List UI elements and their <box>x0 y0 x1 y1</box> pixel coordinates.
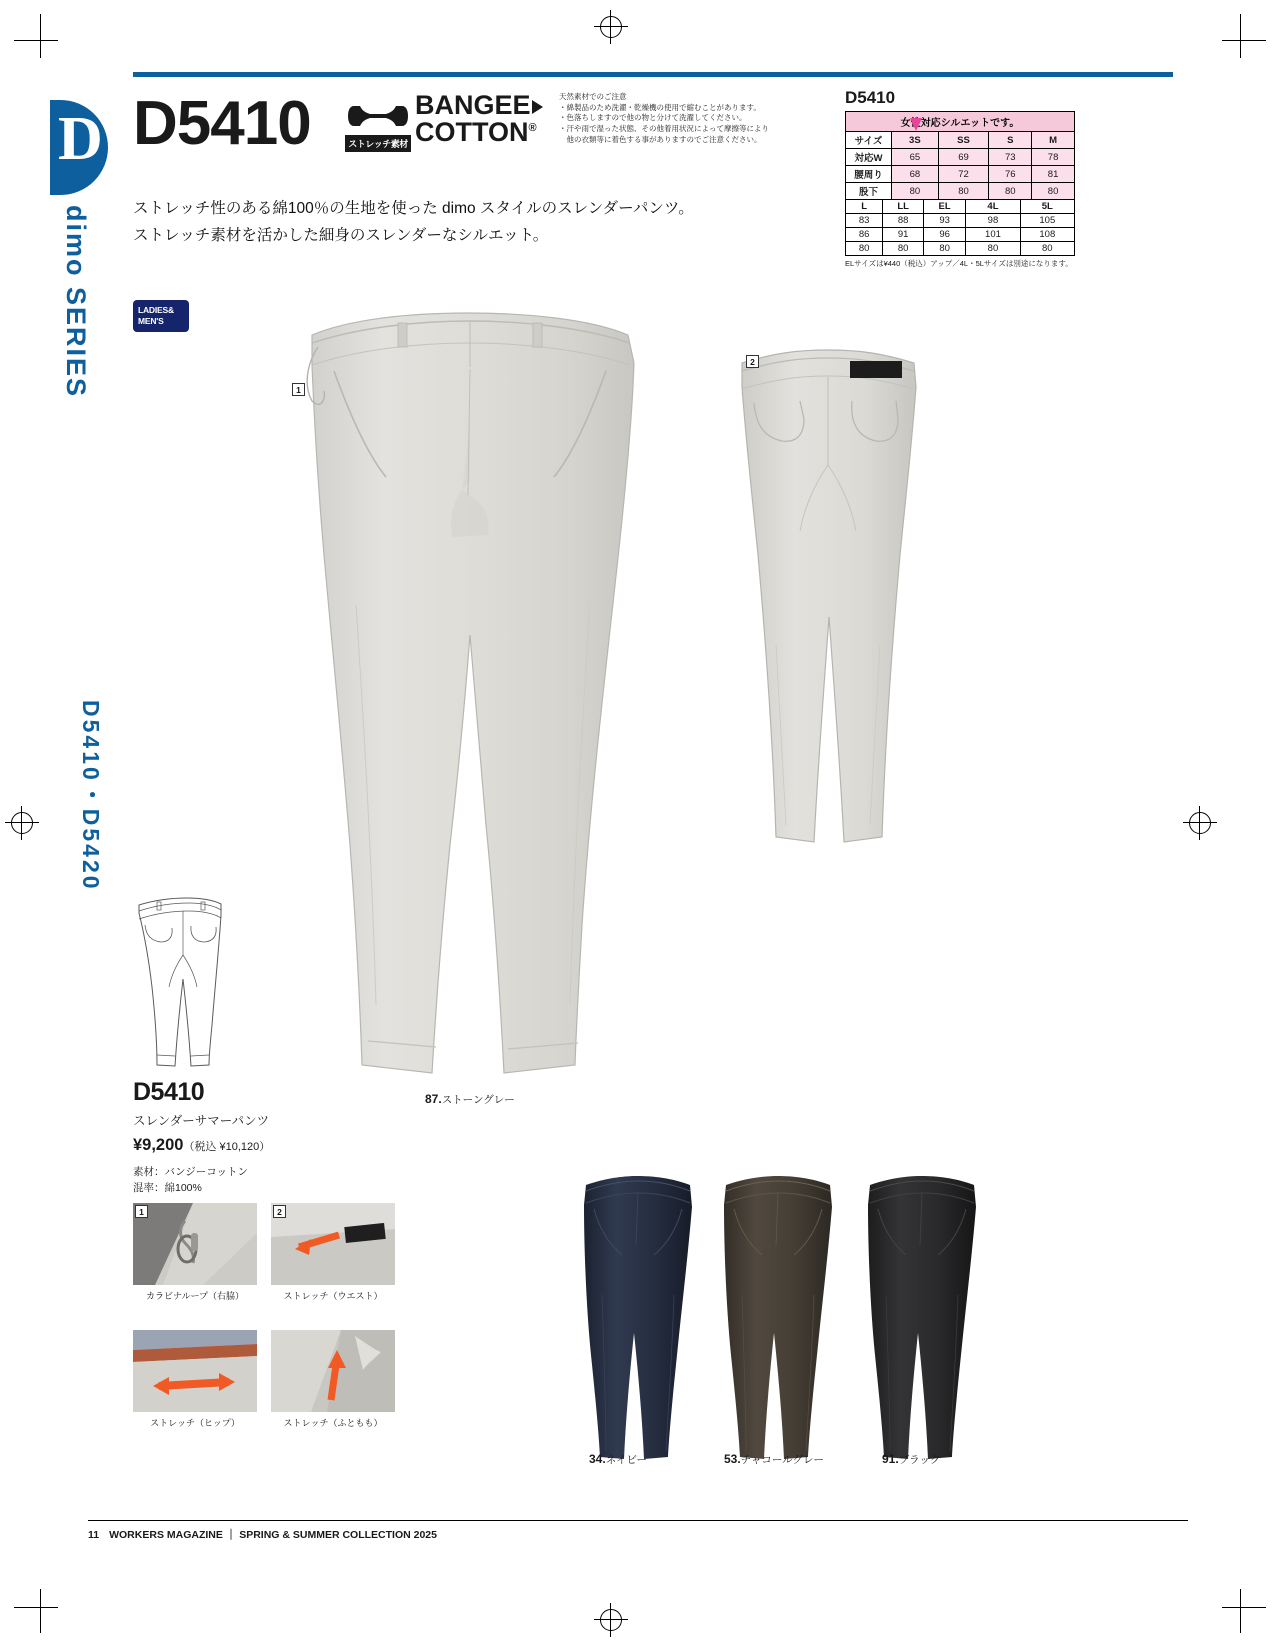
size-chart-table-2 <box>845 199 1075 256</box>
size-cell: 108 <box>1020 228 1074 242</box>
size-cell: 80 <box>938 183 989 200</box>
size-header: 5L <box>1020 200 1074 214</box>
product-name: スレンダーサマーパンツ <box>133 1114 270 1128</box>
header-rule <box>133 72 1173 77</box>
series-label-ja: dimo <box>61 205 91 278</box>
colorway-name: チャコールグレー <box>740 1454 824 1466</box>
crop-mark <box>14 40 58 41</box>
size-header: SS <box>938 132 989 149</box>
detail-item-1 <box>133 1203 257 1302</box>
size-chart-banner: 女性対応シルエットです。 <box>845 111 1075 131</box>
size-row-label: 股下 <box>846 183 892 200</box>
brand-logo <box>415 92 543 146</box>
callout-marker-1: 1 <box>292 383 305 396</box>
colorway-caption-navy <box>589 1452 647 1467</box>
table-row <box>846 166 1075 183</box>
side-product-codes: D5410・D5420 <box>78 700 104 892</box>
size-cell: 80 <box>966 242 1020 256</box>
detail-badge-2: 2 <box>273 1205 286 1218</box>
detail-photo-hip-stretch <box>133 1330 257 1412</box>
product-code: D5410 <box>133 1078 205 1106</box>
registration-mark <box>594 1603 628 1637</box>
detail-illustration <box>133 1330 257 1412</box>
product-photo-back <box>730 345 925 865</box>
size-cell: 80 <box>846 242 883 256</box>
page-title: D5410 <box>133 89 311 158</box>
table-row <box>846 200 1075 214</box>
page-number: 11 <box>88 1529 100 1541</box>
crop-mark <box>14 1607 58 1608</box>
colorway-number: 34. <box>589 1452 606 1466</box>
size-cell: 78 <box>1032 149 1075 166</box>
detail-caption-3: ストレッチ（ヒップ） <box>150 1418 240 1428</box>
size-cell: 98 <box>966 214 1020 228</box>
main-color-name: ストーングレー <box>441 1094 515 1106</box>
care-note-line: ・色落ちしますので他の物と分けて洗濯してください。 <box>559 113 747 123</box>
size-cell: 91 <box>883 228 924 242</box>
care-note-line: ・綿製品のため洗濯・乾燥機の使用で縮むことがあります。 <box>559 102 761 112</box>
colorway-caption-black <box>882 1452 940 1467</box>
size-header: 3S <box>892 132 939 149</box>
callout-marker-2: 2 <box>746 355 759 368</box>
table-row <box>846 214 1075 228</box>
detail-photo-waist-stretch <box>271 1203 395 1285</box>
size-header: 4L <box>966 200 1020 214</box>
size-cell: 88 <box>883 214 924 228</box>
size-cell: 93 <box>923 214 965 228</box>
colorway-caption-charcoal-gray <box>724 1452 824 1467</box>
crop-mark <box>1222 1607 1266 1608</box>
brand-logo-line2: COTTON® <box>415 117 537 147</box>
detail-item-3 <box>133 1330 257 1429</box>
size-header: M <box>1032 132 1075 149</box>
size-chart <box>845 88 1075 269</box>
size-cell: 80 <box>892 183 939 200</box>
size-chart-footnote: ELサイズは¥440（税込）アップ／4L・5Lサイズは別途になります。 <box>845 259 1073 268</box>
size-cell: 65 <box>892 149 939 166</box>
page-footer <box>88 1520 1188 1542</box>
product-material: 素材：バンジーコットン <box>133 1166 249 1178</box>
size-header: LL <box>883 200 924 214</box>
product-info <box>133 1078 363 1197</box>
size-cell: 73 <box>989 149 1032 166</box>
size-cell: 72 <box>938 166 989 183</box>
stretch-badge-label: ストレッチ素材 <box>345 135 411 152</box>
size-cell: 96 <box>923 228 965 242</box>
ladies-mens-line2: MEN'S <box>138 315 164 326</box>
detail-item-4 <box>271 1330 395 1429</box>
size-cell: 83 <box>846 214 883 228</box>
detail-item-2 <box>271 1203 395 1302</box>
detail-caption-1: カラビナループ（右脇） <box>145 1291 245 1301</box>
price-value: ¥9,200 <box>133 1136 184 1154</box>
detail-caption-4: ストレッチ（ふともも） <box>283 1418 383 1428</box>
ladies-mens-line1: LADIES& <box>138 305 174 315</box>
detail-photo-thigh-stretch <box>271 1330 395 1412</box>
detail-badge-1: 1 <box>135 1205 148 1218</box>
care-note-title: 天然素材でのご注意 <box>559 92 627 101</box>
product-description <box>133 195 753 249</box>
product-spec <box>133 1164 363 1197</box>
brand-logo-line1: BANGEE <box>415 92 543 119</box>
series-label-en: SERIES <box>61 287 91 399</box>
care-note-line: ・汗や雨で湿った状態、その他着用状況によって摩擦等により <box>559 123 769 133</box>
size-cell: 80 <box>923 242 965 256</box>
size-chart-pointer-icon <box>910 118 922 131</box>
colorway-name: ブラック <box>898 1454 941 1466</box>
size-row-label: サイズ <box>846 132 892 149</box>
size-cell: 68 <box>892 166 939 183</box>
size-cell: 69 <box>938 149 989 166</box>
main-color-number: 87. <box>425 1092 442 1106</box>
care-note-line: 他の衣類等に着色する事がありますのでご注意ください。 <box>559 134 762 144</box>
description-line: ストレッチ性のある綿100％の生地を使った dimo スタイルのスレンダーパンツ。 <box>133 200 694 217</box>
size-cell: 86 <box>846 228 883 242</box>
size-header: L <box>846 200 883 214</box>
detail-illustration <box>133 1203 257 1285</box>
crop-mark <box>40 1589 41 1633</box>
table-row <box>846 149 1075 166</box>
size-chart-table <box>845 131 1075 200</box>
colorway-photo-black <box>862 1175 982 1465</box>
size-row-label: 腰周り <box>846 166 892 183</box>
size-cell: 81 <box>1032 166 1075 183</box>
crop-mark <box>40 14 41 58</box>
size-row-label: 対応W <box>846 149 892 166</box>
size-cell: 80 <box>989 183 1032 200</box>
size-cell: 101 <box>966 228 1020 242</box>
colorway-name: ネイビー <box>605 1454 648 1466</box>
stretch-bone-icon <box>348 104 408 128</box>
size-header: EL <box>923 200 965 214</box>
price-tax: （税込 ¥10,120） <box>183 1141 271 1153</box>
size-header: S <box>989 132 1032 149</box>
table-row <box>846 132 1075 149</box>
colorway-number: 53. <box>724 1452 741 1466</box>
size-cell: 105 <box>1020 214 1074 228</box>
series-label <box>60 205 91 398</box>
product-blend: 混率：綿100% <box>133 1182 202 1195</box>
product-price <box>133 1136 363 1155</box>
registration-mark <box>5 806 39 840</box>
detail-illustration <box>271 1330 395 1412</box>
product-photo-front <box>290 305 650 1095</box>
series-tab-letter: D <box>58 105 103 173</box>
size-cell: 76 <box>989 166 1032 183</box>
ladies-mens-badge <box>133 300 189 332</box>
table-row <box>846 183 1075 200</box>
crop-mark <box>1240 14 1241 58</box>
size-chart-code: D5410 <box>845 88 896 107</box>
table-row <box>846 242 1075 256</box>
detail-caption-2: ストレッチ（ウエスト） <box>283 1291 383 1301</box>
size-cell: 80 <box>883 242 924 256</box>
series-tab <box>50 100 108 195</box>
description-line: ストレッチ素材を活かした細身のスレンダーなシルエット。 <box>133 227 549 245</box>
size-cell: 80 <box>1020 242 1074 256</box>
crop-mark <box>1222 40 1266 41</box>
size-cell: 80 <box>1032 183 1075 200</box>
registration-mark <box>594 10 628 44</box>
colorway-photo-navy <box>578 1175 698 1465</box>
crop-mark <box>1240 1589 1241 1633</box>
detail-photo-carabiner-loop <box>133 1203 257 1285</box>
table-row <box>846 228 1075 242</box>
footer-text: WORKERS MAGAZINE ｜ SPRING & SUMMER COLLECTION 2025 <box>109 1529 437 1541</box>
care-note <box>559 92 784 145</box>
colorway-photo-charcoal-gray <box>718 1175 838 1465</box>
stretch-material-badge <box>345 104 411 152</box>
main-color-caption <box>425 1092 515 1107</box>
colorway-number: 91. <box>882 1452 899 1466</box>
registration-mark <box>1183 806 1217 840</box>
technical-sketch <box>133 895 225 1070</box>
detail-illustration <box>271 1203 395 1285</box>
